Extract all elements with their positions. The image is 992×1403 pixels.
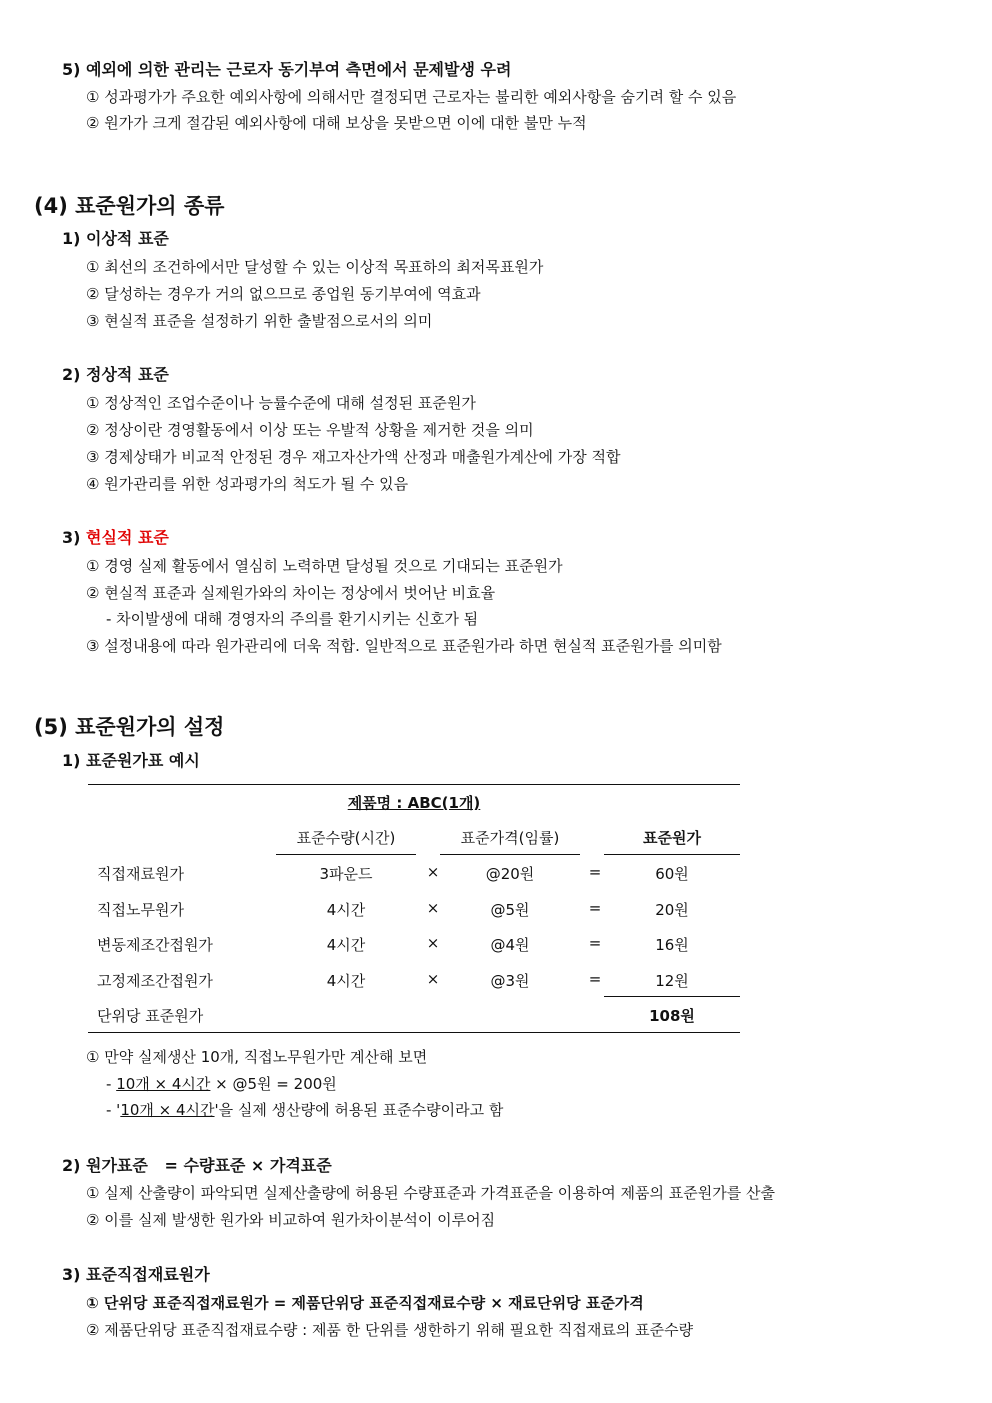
row-price: @3원 [490, 972, 530, 990]
row-cost: 16원 [655, 936, 689, 954]
subsection-heading: 2) 정상적 표준 [62, 365, 169, 384]
list-item: ② 달성하는 경우가 거의 없으므로 종업원 동기부여에 역효과 [86, 285, 481, 303]
multiply-sign: × [426, 899, 440, 917]
subsection-heading [62, 525, 169, 548]
subsection-number: 3) [62, 528, 81, 547]
row-cost: 20원 [655, 901, 689, 919]
calc-line [106, 1073, 337, 1094]
calc-prefix: - [106, 1075, 117, 1093]
list-item: ① 최선의 조건하에서만 달성할 수 있는 이상적 목표하의 최저목표원가 [86, 258, 544, 276]
section-title-4: (4) 표준원가의 종류 [34, 194, 225, 218]
equals-sign: = [588, 970, 602, 988]
header-price: 표준가격(임률) [460, 829, 560, 847]
list-item: ② 정상이란 경영활동에서 이상 또는 우발적 상황을 제거한 것을 의미 [86, 421, 534, 439]
list-item: ② 제품단위당 표준직접재료수량 : 제품 한 단위를 생한하기 위해 필요한 직접재료의 표준수량 [86, 1321, 694, 1339]
list-item: ① 경영 실제 활동에서 열심히 노력하면 달성될 것으로 기대되는 표준원가 [86, 557, 563, 575]
table-caption: 제품명 : ABC(1개) [347, 794, 481, 812]
calc-rest: × @5원 = 200원 [210, 1075, 337, 1093]
highlighted-heading: 현실적 표준 [86, 528, 169, 547]
row-price: @4원 [490, 936, 530, 954]
total-value: 108원 [649, 1007, 695, 1025]
list-item: ③ 현실적 표준을 설정하기 위한 출발점으로서의 의미 [86, 312, 433, 330]
list-item: ② 원가가 크게 절감된 예외사항에 대해 보상을 못받으면 이에 대한 불만 누적 [86, 114, 587, 132]
subsection-heading: 1) 표준원가표 예시 [62, 751, 200, 770]
quote-line [106, 1099, 503, 1120]
row-label: 직접노무원가 [97, 901, 184, 919]
quote-prefix: - ' [106, 1101, 121, 1119]
row-price: @5원 [490, 901, 530, 919]
list-item: ③ 설정내용에 따라 원가관리에 더욱 적합. 일반적으로 표준원가라 하면 현실적 표준원가를 의미함 [86, 637, 722, 655]
total-rule [604, 996, 740, 997]
row-label: 고정제조간접원가 [97, 972, 213, 990]
table-bottom-rule [88, 1032, 740, 1033]
subsection-heading: 1) 이상적 표준 [62, 229, 169, 248]
equals-sign: = [588, 863, 602, 881]
list-item: ① 정상적인 조업수준이나 능률수준에 대해 설정된 표준원가 [86, 394, 476, 412]
row-label: 직접재료원가 [97, 865, 184, 883]
list-item: ③ 경제상태가 비교적 안정된 경우 재고자산가액 산정과 매출원가계산에 가장 적합 [86, 448, 621, 466]
list-item: ② 이를 실제 발생한 원가와 비교하여 원가차이분석이 이루어짐 [86, 1211, 496, 1229]
equals-sign: = [588, 934, 602, 952]
row-cost: 12원 [655, 972, 689, 990]
list-item: ④ 원가관리를 위한 성과평가의 척도가 될 수 있음 [86, 475, 409, 493]
list-item: ① 실제 산출량이 파악되면 실제산출량에 허용된 수량표준과 가격표준을 이용하여 제품의 표준원가를 산출 [86, 1184, 775, 1202]
row-qty: 4시간 [326, 936, 366, 954]
row-qty: 4시간 [326, 972, 366, 990]
multiply-sign: × [426, 934, 440, 952]
row-cost: 60원 [655, 865, 689, 883]
subsection-heading: 3) 표준직접재료원가 [62, 1265, 210, 1284]
list-item: ① 만약 실제생산 10개, 직접노무원가만 계산해 보면 [86, 1048, 428, 1066]
list-item: ② 현실적 표준과 실제원가와의 차이는 정상에서 벗어난 비효율 [86, 584, 496, 602]
multiply-sign: × [426, 970, 440, 988]
list-item: ① 성과평가가 주요한 예외사항에 의해서만 결정되면 근로자는 불리한 예외사항을 숨기려 할 수 있음 [86, 88, 737, 106]
calc-underlined: 10개 × 4시간 [116, 1075, 211, 1093]
table-top-rule [88, 784, 740, 785]
prev-heading: 5) 예외에 의한 관리는 근로자 동기부여 측면에서 문제발생 우려 [62, 60, 512, 79]
row-qty: 4시간 [326, 901, 366, 919]
header-rule [604, 854, 740, 855]
list-subitem: - 차이발생에 대해 경영자의 주의를 환기시키는 신호가 됨 [106, 610, 479, 628]
total-label: 단위당 표준원가 [97, 1007, 204, 1025]
quote-underlined: 10개 × 4시간 [120, 1101, 215, 1119]
subsection-heading: 2) 원가표준 = 수량표준 × 가격표준 [62, 1156, 332, 1175]
multiply-sign: × [426, 863, 440, 881]
header-cost: 표준원가 [643, 829, 701, 847]
formula-item: ① 단위당 표준직접재료원가 = 제품단위당 표준직접재료수량 × 재료단위당 표준가격 [86, 1294, 644, 1312]
header-qty: 표준수량(시간) [296, 829, 396, 847]
header-rule [440, 854, 580, 855]
equals-sign: = [588, 899, 602, 917]
quote-rest: '을 실제 생산량에 허용된 표준수량이라고 함 [214, 1101, 504, 1119]
row-label: 변동제조간접원가 [97, 936, 213, 954]
row-price: @20원 [485, 865, 535, 883]
row-qty: 3파운드 [319, 865, 373, 883]
header-rule [276, 854, 416, 855]
section-title-5: (5) 표준원가의 설정 [34, 715, 225, 739]
